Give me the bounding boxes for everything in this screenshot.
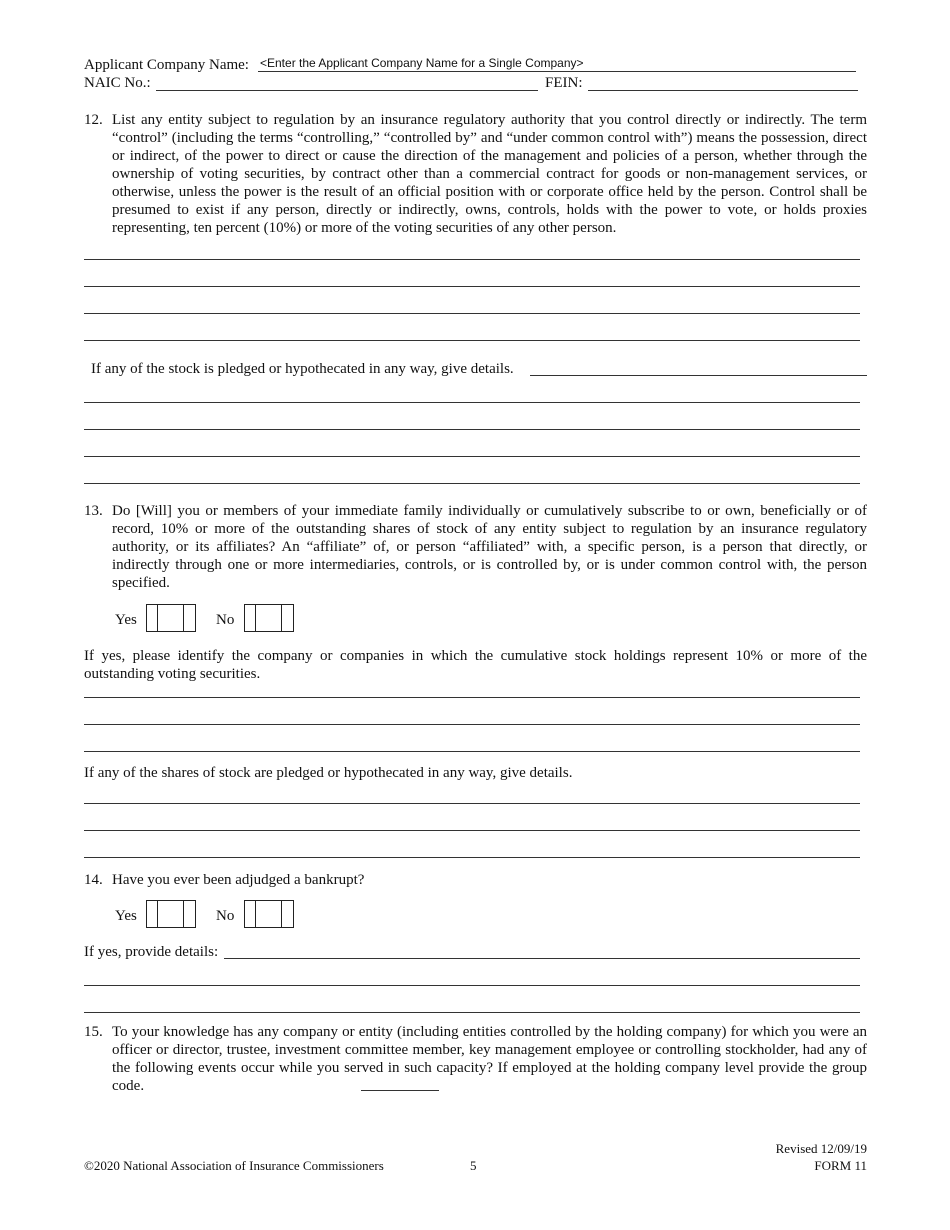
q12-pledged-line[interactable]	[84, 429, 860, 430]
q13-pledged-prompt: If any of the shares of stock are pledged or hypothecated in any way, give details.	[84, 765, 573, 781]
q14-details-line[interactable]	[84, 985, 860, 986]
q13-identify-line[interactable]	[84, 724, 860, 725]
q13-text: Do [Will] you or members of your immediate family individually or cumulatively subscribe to or own, beneficially or of record, 10% or more of the outstanding shares of stock of any entity subject to regulation by an insurance regulatory authority, or its affiliates? An “affiliate” of, or person “affiliated” with, a specific person, is a person that directly, or indirectly through one or more intermediaries, controls, or is controlled by, or is under common control with, the person specified.	[112, 503, 867, 591]
footer-copyright: ©2020 National Association of Insurance Commissioners	[84, 1158, 384, 1173]
naic-number-field[interactable]	[156, 90, 538, 91]
q13-yes-checkbox[interactable]	[146, 604, 196, 632]
fein-field[interactable]	[588, 90, 858, 91]
q14-no-checkbox[interactable]	[244, 900, 294, 928]
q13-identify-prompt: If yes, please identify the company or companies in which the cumulative stock holdings represent 10% or more of the outstanding voting securities.	[84, 648, 867, 682]
footer-revised-date: Revised 12/09/19	[775, 1141, 867, 1156]
naic-label: NAIC No.:	[84, 75, 151, 91]
q13-identify-line[interactable]	[84, 697, 860, 698]
q14-details-prompt: If yes, provide details:	[84, 944, 219, 960]
q15-number: 15.	[84, 1024, 103, 1040]
fein-label: FEIN:	[545, 75, 583, 91]
q12-text: List any entity subject to regulation by an insurance regulatory authority that you control directly or indirectly. The term “control” (including the terms “controlling,” “controlled by” and “under common control with”) means the possession, direct or indirect, of the power to direct or cause the direction of the management and policies of a person, whether through the ownership of voting securities, by contract other than a commercial contract for goods or non-management services, or otherwise, unless the power is the result of an official position with or corporate office held by the person. Control shall be presumed to exist if any person, directly or indirectly, owns, controls, holds with the power to vote, or holds proxies representing, ten percent (10%) or more of the voting securities of any other person.	[112, 112, 867, 236]
q13-no-checkbox[interactable]	[244, 604, 294, 632]
footer-form-number: FORM 11	[814, 1158, 867, 1173]
q13-identify-line[interactable]	[84, 751, 860, 752]
q14-yes-label: Yes	[115, 908, 137, 924]
applicant-company-name-field[interactable]: <Enter the Applicant Company Name for a Single Company>	[260, 56, 584, 70]
q14-no-label: No	[216, 908, 235, 924]
q13-number: 13.	[84, 503, 103, 519]
q12-answer-line[interactable]	[84, 340, 860, 341]
q12-pledged-inline-field[interactable]	[530, 375, 867, 376]
footer-page-number: 5	[470, 1158, 477, 1173]
q13-yes-label: Yes	[115, 612, 137, 628]
q12-number: 12.	[84, 112, 103, 128]
q14-details-inline-field[interactable]	[224, 958, 860, 959]
q12-answer-line[interactable]	[84, 313, 860, 314]
q15-text: To your knowledge has any company or entity (including entities controlled by the holding company) for which you were an officer or director, trustee, investment committee member, key management employee or controlling stockholder, had any of the following events occur while you served in such capacity? If employed at the holding company level provide the group code.	[112, 1024, 867, 1094]
q12-answer-line[interactable]	[84, 286, 860, 287]
q12-answer-line[interactable]	[84, 259, 860, 260]
q15-group-code-field[interactable]	[361, 1090, 439, 1091]
q13-no-label: No	[216, 612, 235, 628]
applicant-company-underline	[258, 71, 856, 72]
q14-details-line[interactable]	[84, 1012, 860, 1013]
q12-pledged-prompt: If any of the stock is pledged or hypothecated in any way, give details.	[91, 361, 514, 377]
q12-pledged-line[interactable]	[84, 483, 860, 484]
q13-pledged-line[interactable]	[84, 857, 860, 858]
q14-number: 14.	[84, 872, 103, 888]
applicant-company-label: Applicant Company Name:	[84, 57, 249, 73]
q12-pledged-line[interactable]	[84, 456, 860, 457]
q13-pledged-line[interactable]	[84, 803, 860, 804]
q13-pledged-line[interactable]	[84, 830, 860, 831]
q14-text: Have you ever been adjudged a bankrupt?	[112, 872, 365, 888]
q14-yes-checkbox[interactable]	[146, 900, 196, 928]
q12-pledged-line[interactable]	[84, 402, 860, 403]
